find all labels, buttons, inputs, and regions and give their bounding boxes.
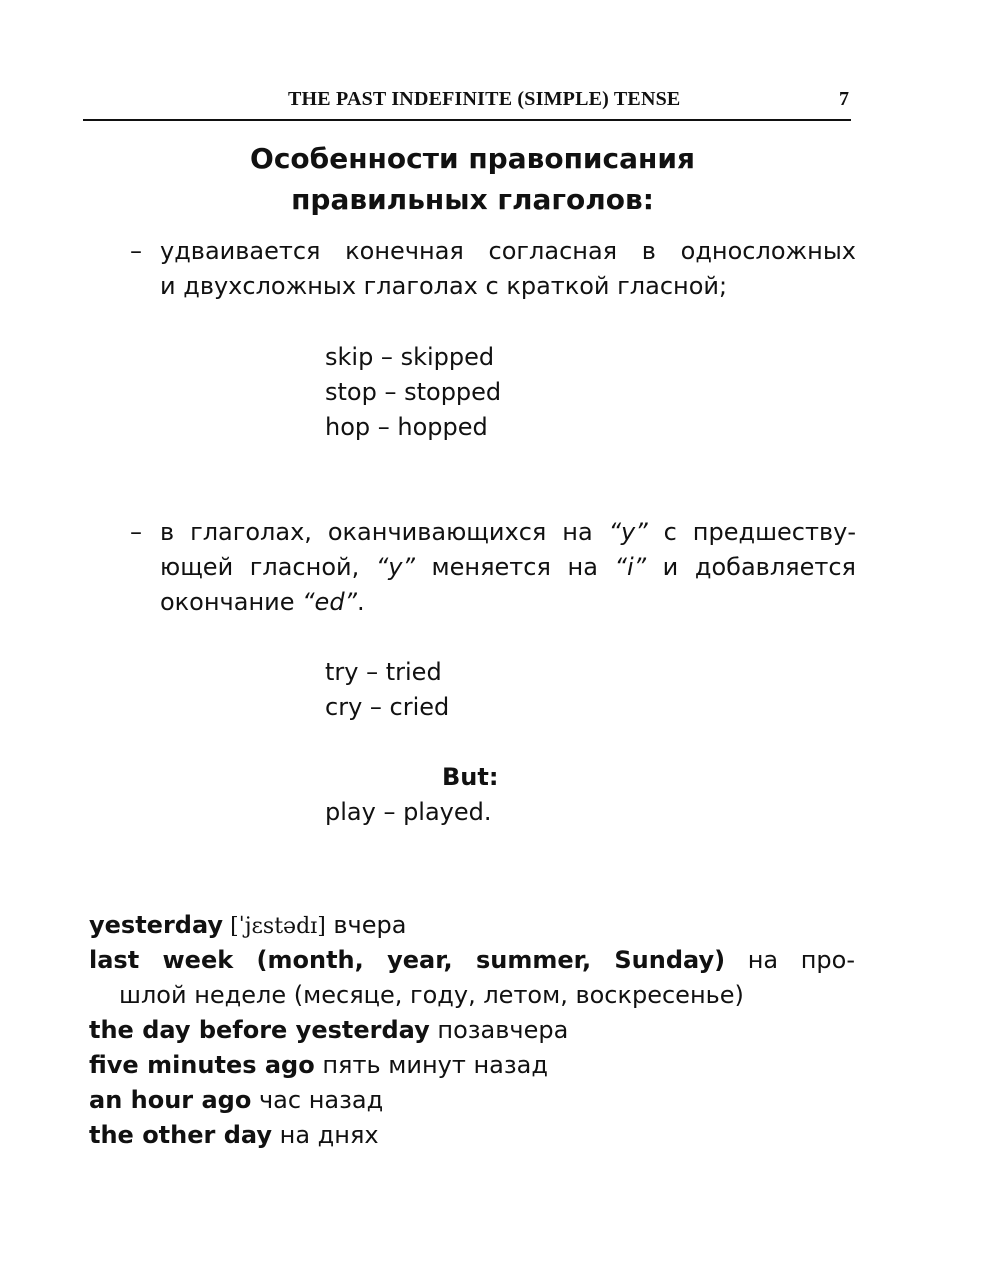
vocab-term: the day before yesterday: [89, 1016, 430, 1044]
vocab-translation: на про-: [725, 946, 855, 974]
vocab-term: last week (month, year, summer, Sunday): [89, 946, 726, 974]
vocab-translation-continued: шлой неделе (месяце, году, летом, воскресенье): [119, 981, 744, 1009]
header-title: THE PAST INDEFINITE (SIMPLE) TENSE: [288, 88, 681, 110]
vocab-item: [89, 908, 406, 944]
rule-line: ющей гласной, “y” меняется на “i” и добавляется: [160, 553, 856, 581]
vocab-translation: на днях: [272, 1121, 379, 1149]
vocab-term: yesterday: [89, 911, 224, 939]
running-header: [83, 86, 851, 121]
example-pair: cry – cried: [325, 693, 450, 721]
example-pair: try – tried: [325, 658, 442, 686]
example-pair: stop – stopped: [325, 378, 502, 406]
vocab-term: an hour ago: [89, 1086, 252, 1114]
vocab-transcription: [ˈjɛstədɪ]: [223, 914, 326, 939]
example-pair: hop – hopped: [325, 413, 488, 441]
example-pair: skip – skipped: [325, 343, 495, 371]
rule-line: окончание “ed”.: [160, 588, 365, 616]
vocab-item: [89, 1048, 548, 1083]
vocab-item: [89, 1118, 379, 1153]
section-heading-line1: Особенности правописания: [250, 142, 695, 175]
vocab-term: five minutes ago: [89, 1051, 315, 1079]
vocab-translation: пять минут назад: [314, 1051, 548, 1079]
rule-dash: –: [130, 518, 142, 546]
rule-dash: –: [130, 237, 142, 265]
vocab-item: [89, 943, 855, 978]
vocab-translation: позавчера: [429, 1016, 569, 1044]
rule-line: в глаголах, оканчивающихся на “y” с предшеству-: [160, 518, 856, 546]
rule-line: удваивается конечная согласная в односложных: [160, 237, 856, 265]
vocab-translation: час назад: [251, 1086, 384, 1114]
section-heading-line2: правильных глаголов:: [291, 183, 654, 216]
but-label: But:: [442, 763, 499, 791]
vocab-item: [89, 1013, 568, 1048]
example-pair: play – played.: [325, 798, 492, 826]
vocab-item: [89, 1083, 383, 1118]
page-number: 7: [839, 88, 849, 110]
vocab-term: the other day: [89, 1121, 272, 1149]
rule-line: и двухсложных глаголах с краткой гласной;: [160, 272, 728, 300]
vocab-translation: вчера: [325, 911, 407, 939]
